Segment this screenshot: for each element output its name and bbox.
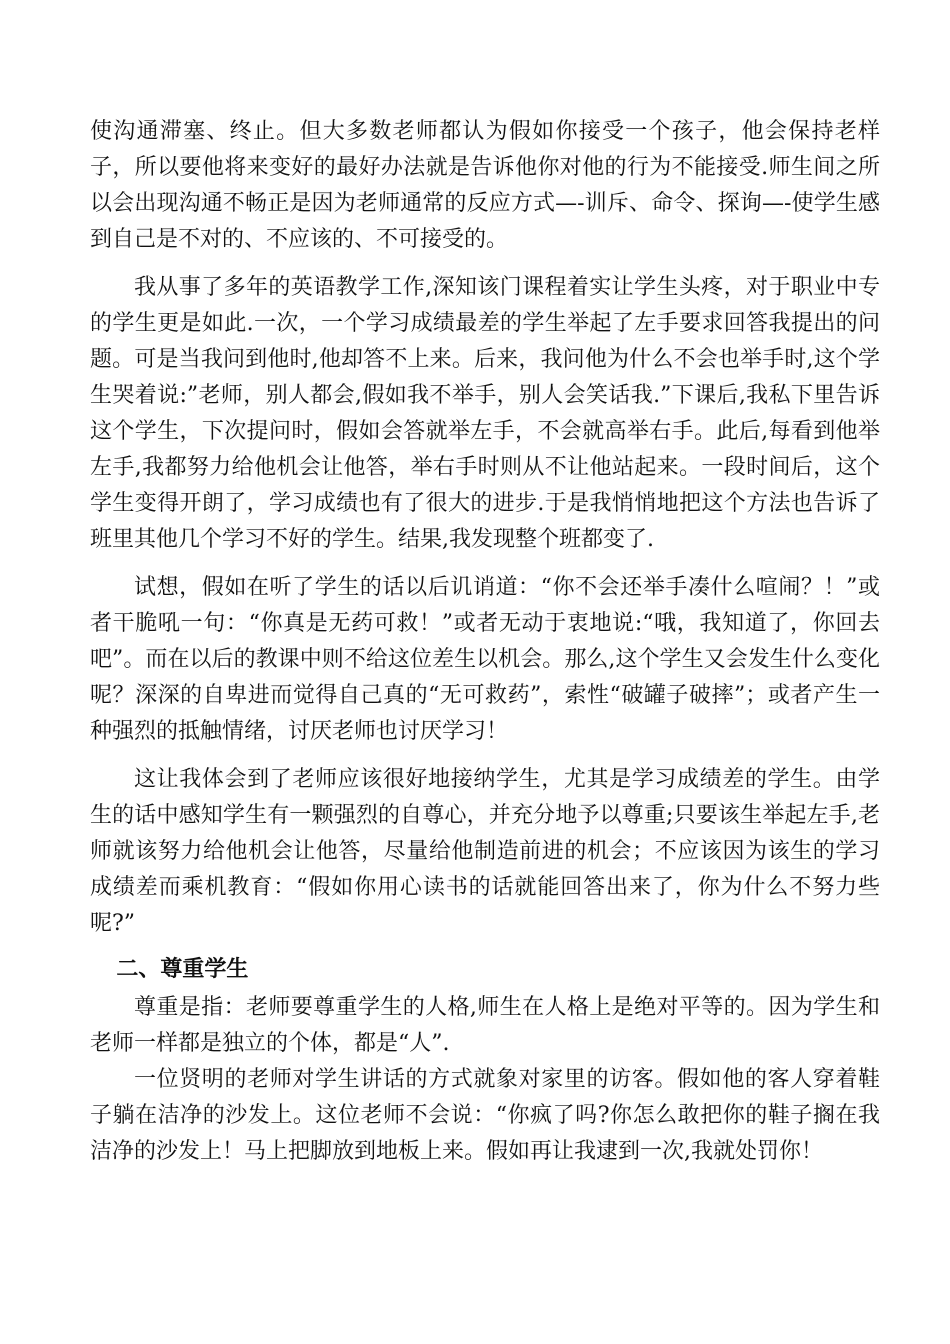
paragraph-acceptance-lesson: 这让我体会到了老师应该很好地接纳学生，尤其是学习成绩差的学生。由学生的话中感知学生有一颗强烈的自尊心，并充分地予以尊重;只要该生举起左手,老师就该努力给他机会让他答，尽量给他制造前进的机会；不应该因为该生的学习成绩差而乘机教育：“假如你用心读书的话就能回答出来了，你为什么不努力些呢?” <box>90 767 880 936</box>
section-heading: 二、尊重学生 <box>116 957 249 982</box>
paragraph-respect-definition: 尊重是指：老师要尊重学生的人格,师生在人格上是绝对平等的。因为学生和老师一样都是独立的个体，都是“人”. <box>90 995 880 1056</box>
paragraph-continuation: 使沟通滞塞、终止。但大多数老师都认为假如你接受一个孩子，他会保持老样子，所以要他将来变好的最好办法就是告诉他你对他的行为不能接受.师生间之所以会出现沟通不畅正是因为老师通常的反应方式—-训斥、命令、探询—-使学生感到自己是不对的、不应该的、不可接受的。 <box>90 119 880 252</box>
paragraph-imagine-reaction: 试想，假如在听了学生的话以后讥诮道：“你不会还举手凑什么喧闹？！”或者干脆吼一句：“你真是无药可救！”或者无动于衷地说:“哦，我知道了，你回去吧”。而在以后的教课中则不给这位差生以机会。那么,这个学生又会发生什么变化呢？深深的自卑进而觉得自己真的“无可救药”，索性“破罐子破摔”；或者产生一种强烈的抵触情绪，讨厌老师也讨厌学习！ <box>90 575 880 744</box>
paragraph-wise-teacher: 一位贤明的老师对学生讲话的方式就象对家里的访客。假如他的客人穿着鞋子躺在洁净的沙发上。这位老师不会说：“你疯了吗?你怎么敢把你的鞋子搁在我洁净的沙发上！马上把脚放到地板上来。假如再让我逮到一次,我就处罚你！ <box>90 1067 880 1164</box>
document-page <box>90 114 880 1170</box>
paragraph-english-teaching-story: 我从事了多年的英语教学工作,深知该门课程着实让学生头疼，对于职业中专的学生更是如此.一次，一个学习成绩最差的学生举起了左手要求回答我提出的问题。可是当我问到他时,他却答不上来。后来，我问他为什么不会也举手时,这个学生哭着说:”老师，别人都会,假如我不举手，别人会笑话我.”下课后,我私下里告诉这个学生，下次提问时，假如会答就举左手，不会就高举右手。此后,每看到他举左手,我都努力给他机会让他答，举右手时则从不让他站起来。一段时间后，这个学生变得开朗了，学习成绩也有了很大的进步.于是我悄悄地把这个方法也告诉了班里其他几个学习不好的学生。结果,我发现整个班都变了. <box>90 275 880 552</box>
